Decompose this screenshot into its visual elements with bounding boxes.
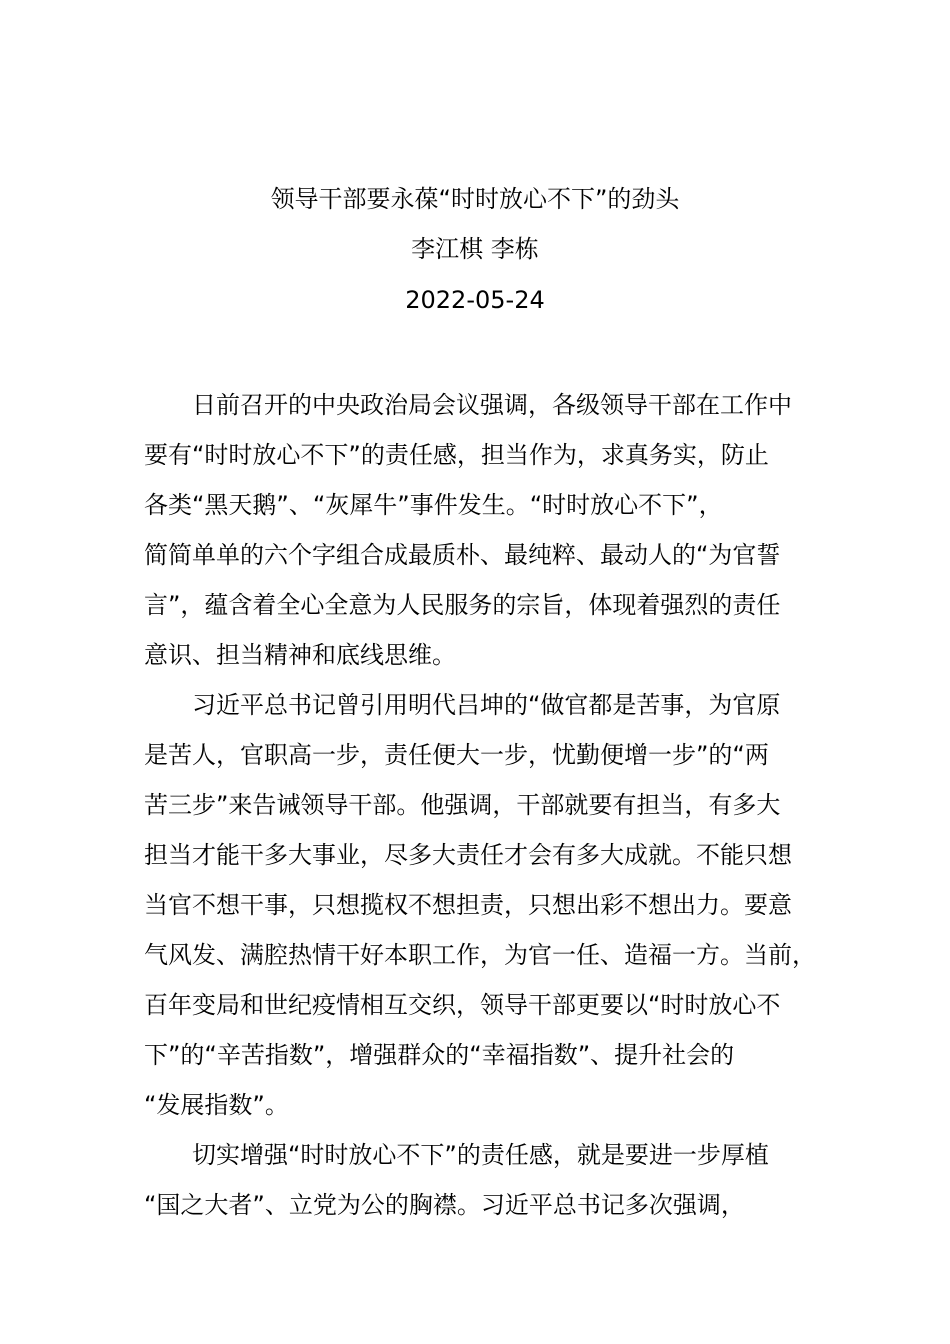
text-line: 日前召开的中央政治局会议强调，各级领导干部在工作中 [192,391,792,419]
text-line: 各类“黑天鹅”、“灰犀牛”事件发生。“时时放心不下”， [144,491,723,519]
article-body [144,380,814,1230]
text-line: 气风发、满腔热情干好本职工作，为官一任、造福一方。当前， [144,941,816,969]
article-date: 2022-05-24 [405,286,545,314]
text-line: 言”，蕴含着全心全意为人民服务的宗旨，体现着强烈的责任 [144,591,781,619]
text-line: 苦三步”来告诫领导干部。他强调，干部就要有担当，有多大 [144,791,781,819]
text-line: “发展指数”。 [144,1091,289,1119]
text-line: 要有“时时放心不下”的责任感，担当作为，求真务实，防止 [144,441,769,469]
text-line: 是苦人，官职高一步，责任便大一步，忧勤便增一步”的“两 [144,741,769,769]
text-line: 当官不想干事，只想揽权不想担责，只想出彩不想出力。要意 [144,891,792,919]
text-line: 百年变局和世纪疫情相互交织，领导干部更要以“时时放心不 [144,991,781,1019]
paragraph-3 [144,1130,814,1230]
text-line: 担当才能干多大事业，尽多大责任才会有多大成就。不能只想 [144,841,792,869]
article-title: 领导干部要永葆“时时放心不下”的劲头 [270,185,680,213]
text-line: 下”的“辛苦指数”，增强群众的“幸福指数”、提升社会的 [144,1041,735,1069]
text-line: 习近平总书记曾引用明代吕坤的“做官都是苦事，为官原 [192,691,781,719]
paragraph-1 [144,380,814,680]
article-authors: 李江棋 李栋 [411,235,539,263]
text-line: “国之大者”、立党为公的胸襟。习近平总书记多次强调， [144,1191,745,1219]
text-line: 简简单单的六个字组合成最质朴、最纯粹、最动人的“为官誓 [144,541,781,569]
text-line: 切实增强“时时放心不下”的责任感，就是要进一步厚植 [192,1141,769,1169]
text-line: 意识、担当精神和底线思维。 [144,641,456,669]
paragraph-2 [144,680,814,1130]
